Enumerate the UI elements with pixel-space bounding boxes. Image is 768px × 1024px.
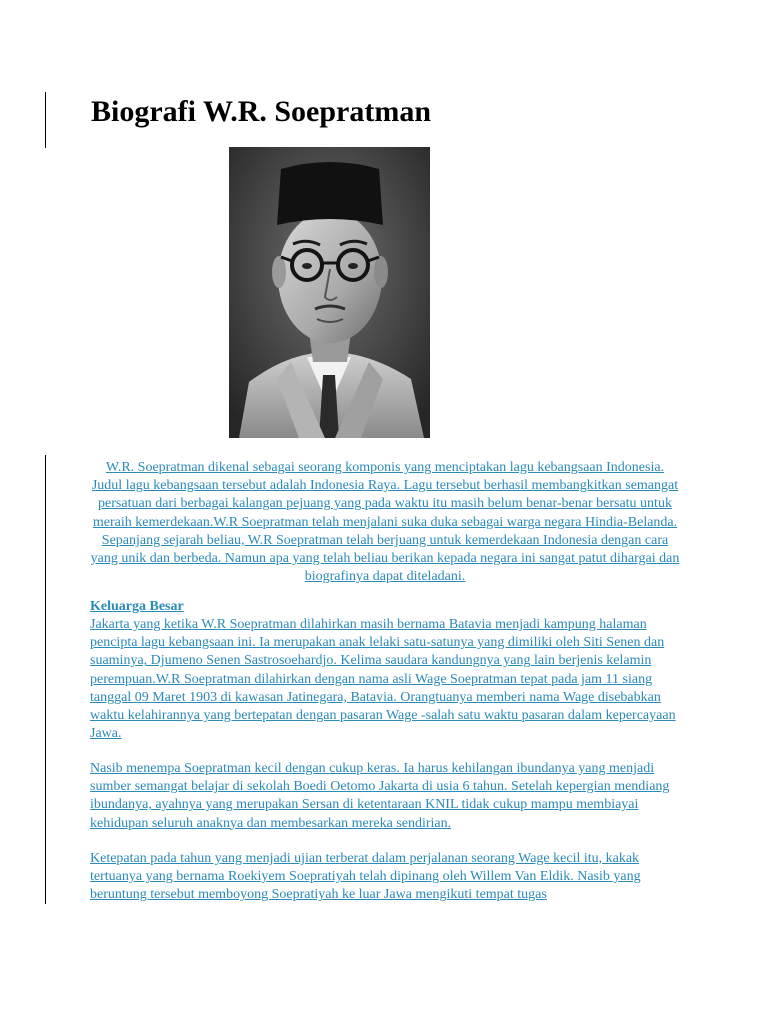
margin-rule-body xyxy=(45,455,46,904)
page-title: Biografi W.R. Soepratman xyxy=(91,95,432,128)
portrait-photo xyxy=(229,147,430,438)
body-paragraph-2[interactable]: Nasib menempa Soepratman kecil dengan cukup keras. Ia harus kehilangan ibundanya yang menjadi sumber semangat belajar di sekolah Boedi Oetomo Jakarta di usia 6 tahun. Setelah kepergian mendiang ibundanya, ayahnya yang merupakan Sersan di ketentaraan KNIL tidak cukup mampu membiayai kehidupan seluruh anaknya dan membesarkan mereka sendirian. xyxy=(90,761,670,831)
body-paragraph-1[interactable]: Jakarta yang ketika W.R Soepratman dilahirkan masih bernama Batavia menjadi kampung halaman pencipta lagu kebangsaan ini. Ia merupakan anak lelaki satu-satunya yang dimiliki oleh Siti Senen dan suaminya, Djumeno Senen Sastrosoehardjo. Kelima saudara kandungnya yang lain berjenis kelamin perempuan.W.R Soepratman dilahirkan dengan nama asli Wage Soepratman tepat pada jam 11 siang tanggal 09 Maret 1903 di kawasan Jatinegara, Batavia. Orangtuanya memberi nama Wage disebabkan waktu kelahirannya yang bertepatan dengan pasaran Wage -salah satu waktu pasaran dalam kepercayaan Jawa. xyxy=(90,617,676,742)
section-heading-keluarga-besar[interactable]: Keluarga Besar xyxy=(90,599,184,614)
intro-paragraph[interactable]: W.R. Soepratman dikenal sebagai seorang komponis yang menciptakan lagu kebangsaan Indonesia. Judul lagu kebangsaan tersebut adalah Indonesia Raya. Lagu tersebut berhasil membangkitkan semangat persatuan dari berbagai kalangan pejuang yang pada waktu itu masih belum benar-benar bersatu untuk meraih kemerdekaan.W.R Soepratman telah menjalani suka duka sebagai warga negara Hindia-Belanda. Sepanjang sejarah beliau, W.R Soepratman telah berjuang untuk kemerdekaan Indonesia dengan cara yang unik dan berbeda. Namun apa yang telah beliau berikan kepada negara ini sangat patut dihargai dan biografinya dapat diteladani. xyxy=(90,460,680,585)
portrait-illustration xyxy=(229,147,430,438)
margin-rule-top xyxy=(45,92,46,148)
body-paragraph-3[interactable]: Ketepatan pada tahun yang menjadi ujian terberat dalam perjalanan seorang Wage kecil itu, kakak tertuanya yang bernama Roekiyem Soepratiyah telah dipinang oleh Willem Van Eldik. Nasib yang beruntung tersebut memboyong Soepratiyah ke luar Jawa mengikuti tempat tugas xyxy=(90,851,641,903)
